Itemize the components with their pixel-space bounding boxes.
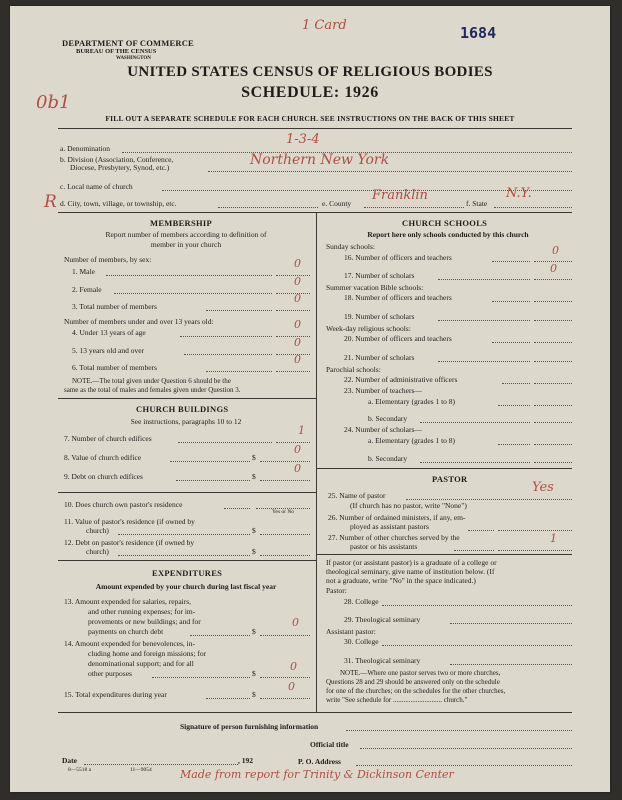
po-address-label: P. O. Address [298, 757, 341, 766]
department-label: DEPARTMENT OF COMMERCE [62, 38, 194, 48]
q27-answer: 1 [550, 532, 557, 545]
q14-label-line4: other purposes [88, 669, 132, 678]
q29-label: 29. Theological seminary [344, 615, 421, 624]
county-label: e. County [322, 199, 352, 208]
q13-label-line2: and other running expenses; for im- [88, 607, 196, 616]
q6-answer: 0 [294, 353, 301, 366]
members-by-sex-label: Number of members, by sex: [64, 255, 152, 264]
pastor-note-line3: for one of the churches; on the schedules for the other churches, [326, 687, 506, 695]
q13-label-line3: provements or new buildings; and for [88, 617, 201, 626]
instructions-line: FILL OUT A SEPARATE SCHEDULE FOR EACH CHURCH. SEE INSTRUCTIONS ON THE BACK OF THIS SHEET [105, 114, 515, 123]
parochial-schools-label: Parochial schools: [326, 365, 381, 374]
q4-answer: 0 [294, 318, 301, 331]
handwritten-code: 0b1 [36, 92, 71, 113]
q9-answer: 0 [294, 462, 301, 475]
pastor-title: PASTOR [432, 474, 468, 484]
q22-label: 22. Number of administrative officers [344, 375, 458, 384]
q15-answer: 0 [288, 680, 295, 693]
graduate-instructions-line1: If pastor (or assistant pastor) is a graduate of a college or [326, 558, 497, 567]
q7-answer: 1 [298, 424, 305, 437]
yes-or-no-hint: Yes or No [272, 509, 295, 515]
schedule-number: 1684 [460, 24, 497, 42]
q14-answer: 0 [290, 660, 297, 673]
membership-sub1: Report number of members according to definition of [105, 230, 267, 239]
denomination-label: a. Denomination [60, 144, 110, 153]
q14-label-line3: denominational support; and for all [88, 659, 194, 668]
q17-label: 17. Number of scholars [344, 271, 415, 280]
q26-label-line2: ployed as assistant pastors [350, 522, 429, 531]
q14-dollar: $ [252, 669, 256, 678]
schools-title: CHURCH SCHOOLS [402, 218, 488, 228]
membership-note-line2: same as the total of males and females given under Question 3. [64, 386, 241, 394]
graduate-instructions-line3: not a graduate, write "No" in the space indicated.) [326, 576, 476, 585]
q16-label: 16. Number of officers and teachers [344, 253, 452, 262]
q23a-label: a. Elementary (grades 1 to 8) [368, 397, 456, 406]
q2-answer: 0 [294, 275, 301, 288]
q9-dollar: $ [252, 472, 256, 481]
q25-answer: Yes [532, 480, 554, 495]
q25-label: 25. Name of pastor [328, 491, 386, 500]
column-divider [316, 212, 317, 712]
divider [58, 128, 572, 129]
q23-label: 23. Number of teachers— [344, 386, 422, 395]
signature-label: Signature of person furnishing information [180, 722, 319, 731]
division-label-line1: b. Division (Association, Conference, [60, 155, 174, 164]
q4-label: 4. Under 13 years of age [72, 328, 146, 337]
q13-dollar: $ [252, 627, 256, 636]
q5-answer: 0 [294, 336, 301, 349]
expenditures-sub: Amount expended by your church during last fiscal year [95, 582, 277, 591]
q12-dollar: $ [252, 547, 256, 556]
q12-label-line1: 12. Debt on pastor's residence (if owned by [64, 538, 195, 547]
members-by-age-label: Number of members under and over 13 years old: [64, 317, 214, 326]
q10-label: 10. Does church own pastor's residence [64, 500, 183, 509]
q21-label: 21. Number of scholars [344, 353, 415, 362]
q24-label: 24. Number of scholars— [344, 425, 422, 434]
city-label: d. City, town, village, or township, etc. [60, 199, 177, 208]
pastor-note-line4: write "See schedule for ............................ church." [326, 696, 468, 704]
q11-dollar: $ [252, 526, 256, 535]
membership-note-line1: NOTE.—The total given under Question 6 should be the [72, 377, 231, 385]
year-label: , 192 [238, 756, 253, 765]
q3-label: 3. Total number of members [72, 302, 157, 311]
q24b-label: b. Secondary [368, 454, 408, 463]
graduate-instructions-line2: theological seminary, give name of institution below. (If [326, 567, 495, 576]
q15-dollar: $ [252, 690, 256, 699]
division-label-line2: Diocese, Presbytery, Synod, etc.) [70, 163, 170, 172]
schools-sub: Report here only schools conducted by this church [367, 230, 529, 239]
q27-label-line1: 27. Number of other churches served by the [328, 533, 460, 542]
buildings-sub: See instructions, paragraphs 10 to 12 [130, 417, 242, 426]
q23b-label: b. Secondary [368, 414, 408, 423]
q6-label: 6. Total number of members [72, 363, 157, 372]
summer-schools-label: Summer vacation Bible schools: [326, 283, 424, 292]
buildings-title: CHURCH BUILDINGS [136, 404, 229, 414]
local-name-label: c. Local name of church [60, 182, 133, 191]
margin-mark: R [44, 192, 57, 212]
q28-label: 28. College [344, 597, 379, 606]
q8-answer: 0 [294, 443, 301, 456]
q13-answer: 0 [292, 616, 299, 629]
pastor-label: Pastor: [326, 586, 347, 595]
assistant-pastor-label: Assistant pastor: [326, 627, 376, 636]
q26-label-line1: 26. Number of ordained ministers, if any, em- [328, 513, 466, 522]
bureau-label: BUREAU OF THE CENSUS [76, 48, 157, 55]
membership-title: MEMBERSHIP [150, 218, 213, 228]
expenditures-title: EXPENDITURES [152, 568, 223, 578]
form-code: 8—5518 a [68, 767, 92, 773]
q24a-label: a. Elementary (grades 1 to 8) [368, 436, 456, 445]
q17-answer: 0 [550, 262, 557, 275]
q11-label-line2: church) [86, 526, 109, 535]
q2-label: 2. Female [72, 285, 102, 294]
q30-label: 30. College [344, 637, 379, 646]
state-value: N.Y. [506, 186, 532, 201]
q19-label: 19. Number of scholars [344, 312, 415, 321]
date-label: Date [62, 756, 77, 765]
q14-label-line2: cluding home and foreign missions; for [88, 649, 207, 658]
weekday-schools-label: Week-day religious schools: [326, 324, 411, 333]
q16-answer: 0 [552, 244, 559, 257]
q8-dollar: $ [252, 453, 256, 462]
q1-label: 1. Male [72, 267, 95, 276]
state-label: f. State [466, 199, 488, 208]
pastor-note-line1: NOTE.—Where one pastor serves two or more churches, [340, 669, 501, 677]
handwritten-footer-note: Made from report for Trinity & Dickinson Center [180, 768, 454, 781]
county-value: Franklin [372, 188, 428, 203]
census-schedule-sheet [10, 6, 610, 792]
form-number: 11—9054 [130, 767, 152, 773]
q31-label: 31. Theological seminary [344, 656, 421, 665]
q13-label-line4: payments on church debt [88, 627, 164, 636]
q9-label: 9. Debt on church edifices [64, 472, 143, 481]
pastor-note-line2: Questions 28 and 29 should be answered only on the schedule [326, 678, 500, 686]
form-title: UNITED STATES CENSUS OF RELIGIOUS BODIES [127, 64, 493, 80]
q13-label-line1: 13. Amount expended for salaries, repairs, [64, 597, 192, 606]
membership-sub2: member in your church [150, 240, 222, 249]
q7-label: 7. Number of church edifices [64, 434, 152, 443]
q18-label: 18. Number of officers and teachers [344, 293, 452, 302]
form-subtitle: SCHEDULE: 1926 [241, 84, 379, 101]
q27-label-line2: pastor or his assistants [350, 542, 418, 551]
washington-label: WASHINGTON [116, 56, 151, 61]
q14-label-line1: 14. Amount expended for benevolences, in- [64, 639, 196, 648]
q25-note: (If church has no pastor, write "None") [350, 501, 467, 510]
division-value: Northern New York [250, 152, 390, 168]
q8-label: 8. Value of church edifice [64, 453, 142, 462]
q15-label: 15. Total expenditures during year [64, 690, 167, 699]
q11-label-line1: 11. Value of pastor's residence (if owned by [64, 517, 195, 526]
q1-answer: 0 [294, 257, 301, 270]
official-title-label: Official title [310, 740, 349, 749]
q12-label-line2: church) [86, 547, 109, 556]
q20-label: 20. Number of officers and teachers [344, 334, 452, 343]
denomination-value: 1-3-4 [286, 132, 320, 147]
handwritten-card-note: 1 Card [302, 18, 347, 33]
q3-answer: 0 [294, 292, 301, 305]
q5-label: 5. 13 years old and over [72, 346, 145, 355]
sunday-schools-label: Sunday schools: [326, 242, 375, 251]
